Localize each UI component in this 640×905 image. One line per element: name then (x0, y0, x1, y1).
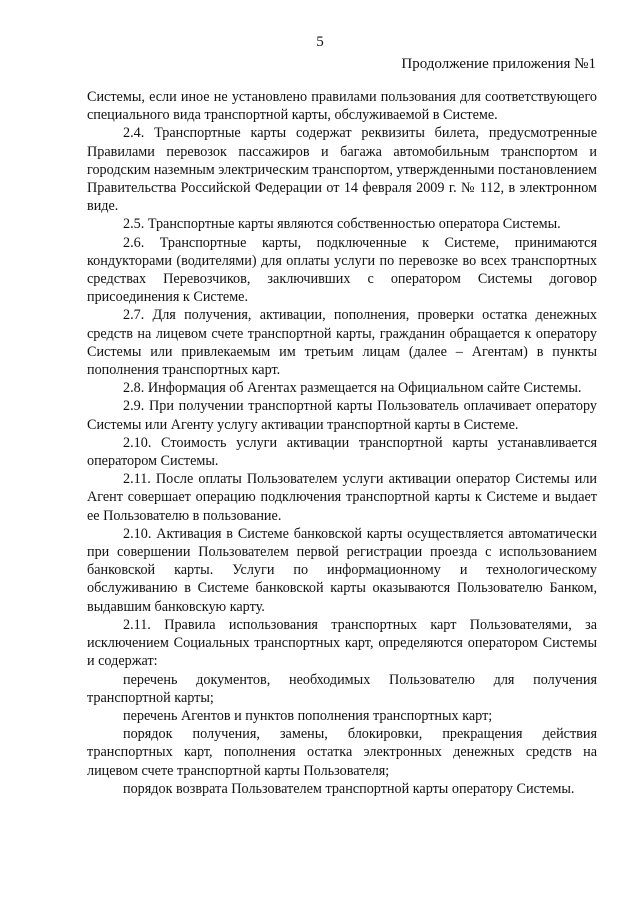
appendix-label: Продолжение приложения №1 (401, 56, 596, 72)
document-body (87, 88, 597, 798)
paragraph-2-11-rules: 2.11. Правила использования транспортных карт Пользователями, за исключением Социальных транспортных карт, определяются оператором Системы и содержат: (87, 616, 597, 670)
paragraph-2-10-bank-card: 2.10. Активация в Системе банковской карты осуществляется автоматически при совершении Пользователем первой регистрации проезда с использованием банковской карты. Услуги по информационному и технологическому обслуживанию в Системе банковской карты оказываются Пользователю Банком, выдавшим банковскую карту. (87, 525, 597, 615)
paragraph-2-8: 2.8. Информация об Агентах размещается на Официальном сайте Системы. (123, 380, 582, 397)
paragraph-2-9: 2.9. При получении транспортной карты Пользователь оплачивает оператору Системы или Агенту услугу активации транспортной карты в Системе. (87, 398, 597, 433)
paragraph-2-10: 2.10. Стоимость услуги активации транспортной карты устанавливается оператором Системы. (87, 434, 597, 470)
paragraph-2-5: 2.5. Транспортные карты являются собственностью оператора Системы. (123, 216, 561, 233)
paragraph-2-7: 2.7. Для получения, активации, пополнения, проверки остатка денежных средств на лицевом счете транспортной карты, гражданин обращается к оператору Системы или привлекаемым им третьим лицам (далее – Агентам) в пункты пополнения транспортных карт. (87, 307, 597, 379)
paragraph-2-6: 2.6. Транспортные карты, подключенные к Системе, принимаются кондукторами (водителями) для оплаты услуги по перевозке во всех транспортных средствах Перевозчиков, заключивших с оператором Системы договор присоединения к Системе. (87, 234, 597, 306)
page-number: 5 (316, 34, 324, 50)
list-item-return: порядок возврата Пользователем транспортной карты оператору Системы. (123, 780, 575, 797)
list-item-agents: перечень Агентов и пунктов пополнения транспортных карт; (123, 707, 493, 724)
list-item-procedure: порядок получения, замены, блокировки, прекращения действия транспортных карт, пополнения остатка электронных денежных средств на лицевом счете транспортной карты Пользователя; (87, 726, 597, 779)
paragraph-2-11: 2.11. После оплаты Пользователем услуги активации оператор Системы или Агент совершает операцию подключения транспортной карты к Системе и выдает ее Пользователю в пользование. (87, 471, 597, 524)
paragraph-2-4: 2.4. Транспортные карты содержат реквизиты билета, предусмотренные Правилами перевозок пассажиров и багажа автомобильным транспортом и городским наземным электрическим транспортом, утвержденными постановлением Правительства Российской Федерации от 14 февраля 2009 г. № 112, в электронном виде. (87, 125, 598, 215)
list-item-documents: перечень документов, необходимых Пользователю для получения транспортной карты; (87, 671, 597, 706)
paragraph-continuation: Системы, если иное не установлено правилами пользования для соответствующего специального вида транспортной карты, обслуживаемой в Системе. (87, 89, 597, 124)
